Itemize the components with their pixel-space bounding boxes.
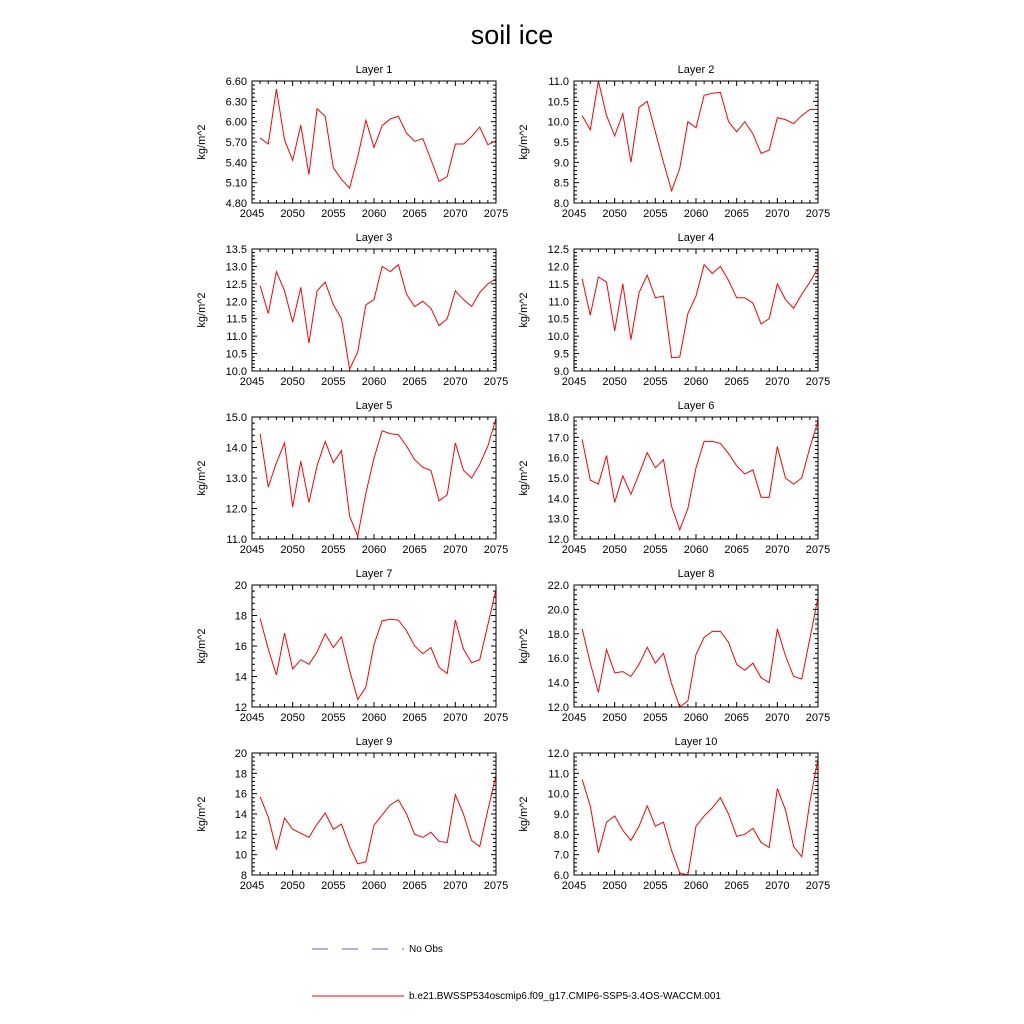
y-tick-label: 10.0 <box>547 116 569 129</box>
y-tick-label: 12.5 <box>547 244 569 256</box>
y-tick-label: 8.5 <box>553 177 569 190</box>
y-tick-label: 6.30 <box>225 96 247 109</box>
panel-3 <box>196 232 508 388</box>
x-tick-label: 2065 <box>402 544 427 556</box>
x-tick-label: 2050 <box>280 376 305 388</box>
y-tick-label: 18 <box>234 610 247 623</box>
x-tick-label: 2045 <box>239 208 265 220</box>
x-tick-label: 2060 <box>361 712 387 724</box>
x-tick-label: 2055 <box>643 712 668 724</box>
panel-10 <box>518 736 830 892</box>
y-tick-label: 12.5 <box>225 278 247 291</box>
x-tick-label: 2055 <box>321 544 346 556</box>
x-tick-label: 2055 <box>643 880 668 892</box>
y-tick-label: 20 <box>234 580 247 592</box>
x-tick-label: 2060 <box>683 544 709 556</box>
y-tick-label: 11.0 <box>548 76 569 88</box>
x-tick-label: 2060 <box>361 376 387 388</box>
plot-frame <box>574 81 818 203</box>
x-tick-label: 2060 <box>361 544 387 556</box>
y-tick-label: 13.0 <box>225 473 247 485</box>
x-tick-label: 2055 <box>643 544 668 556</box>
y-tick-label: 14 <box>234 809 247 821</box>
x-tick-label: 2045 <box>561 208 587 220</box>
y-tick-label: 9.5 <box>553 348 569 361</box>
y-tick-label: 10.5 <box>547 313 569 326</box>
y-tick-label: 12 <box>234 702 247 714</box>
y-tick-label: 15.0 <box>547 473 569 485</box>
y-tick-label: 9.0 <box>553 809 569 821</box>
y-tick-label: 14.0 <box>225 442 247 455</box>
x-tick-label: 2055 <box>643 376 668 388</box>
panel-2 <box>518 64 830 220</box>
x-tick-label: 2050 <box>602 376 627 388</box>
y-tick-label: 8.0 <box>553 198 569 210</box>
y-tick-label: 16 <box>234 641 247 653</box>
y-axis-label: kg/m^2 <box>518 796 530 832</box>
y-tick-label: 5.40 <box>225 157 247 170</box>
y-tick-label: 16.0 <box>547 653 569 666</box>
x-tick-label: 2065 <box>724 880 749 892</box>
y-tick-label: 12.0 <box>547 702 569 714</box>
y-axis-label: kg/m^2 <box>196 796 208 832</box>
legend-label-no-obs: No Obs <box>409 944 443 955</box>
x-tick-label: 2070 <box>765 376 790 388</box>
y-tick-label: 14.0 <box>547 493 569 506</box>
y-tick-label: 12.0 <box>547 748 569 760</box>
panel-title: Layer 8 <box>677 568 715 580</box>
series-line <box>260 265 496 370</box>
y-tick-label: 4.80 <box>225 198 247 210</box>
x-tick-label: 2075 <box>805 544 831 556</box>
x-tick-label: 2060 <box>683 376 709 388</box>
y-tick-label: 12.0 <box>547 261 569 274</box>
panel-9 <box>196 736 508 892</box>
x-tick-label: 2045 <box>239 712 265 724</box>
series-line <box>260 89 496 188</box>
plot-frame <box>574 585 818 707</box>
panel-5 <box>196 400 508 556</box>
x-tick-label: 2050 <box>602 880 627 892</box>
x-tick-label: 2055 <box>643 208 668 220</box>
panel-title: Layer 2 <box>677 64 715 76</box>
series-line <box>582 759 818 875</box>
series-line <box>582 597 818 707</box>
y-axis-label: kg/m^2 <box>196 460 208 496</box>
y-tick-label: 12.0 <box>547 534 569 546</box>
x-tick-label: 2075 <box>805 376 831 388</box>
y-tick-label: 6.60 <box>225 76 247 88</box>
y-tick-label: 7.0 <box>553 849 569 862</box>
y-tick-label: 9.0 <box>553 366 569 378</box>
series-line <box>260 775 496 863</box>
y-tick-label: 13.0 <box>547 513 569 526</box>
y-tick-label: 22.0 <box>547 580 569 592</box>
x-tick-label: 2055 <box>321 712 346 724</box>
x-tick-label: 2075 <box>483 880 509 892</box>
panel-6 <box>518 400 830 556</box>
y-tick-label: 6.00 <box>225 116 247 129</box>
legend-label-model-run: b.e21.BWSSP534oscmip6.f09_g17.CMIP6-SSP5-3.4OS-WACCM.001 <box>409 991 721 1002</box>
panel-title: Layer 5 <box>355 400 393 412</box>
plot-frame <box>252 249 496 371</box>
x-tick-label: 2065 <box>402 712 427 724</box>
x-tick-label: 2060 <box>361 880 387 892</box>
y-tick-label: 13.5 <box>225 244 247 256</box>
y-tick-label: 18.0 <box>547 412 569 424</box>
x-tick-label: 2070 <box>765 544 790 556</box>
x-tick-label: 2050 <box>280 880 305 892</box>
y-tick-label: 16 <box>234 788 247 801</box>
x-tick-label: 2060 <box>683 208 709 220</box>
y-tick-label: 20.0 <box>547 604 569 617</box>
y-axis-label: kg/m^2 <box>518 124 530 160</box>
x-tick-label: 2050 <box>280 544 305 556</box>
y-axis-label: kg/m^2 <box>196 292 208 328</box>
x-tick-label: 2075 <box>805 880 831 892</box>
x-tick-label: 2065 <box>724 544 749 556</box>
plot-frame <box>252 81 496 203</box>
x-tick-label: 2065 <box>402 376 427 388</box>
x-tick-label: 2045 <box>561 712 587 724</box>
y-tick-label: 5.10 <box>225 177 247 190</box>
x-tick-label: 2075 <box>483 208 509 220</box>
panel-7 <box>196 568 508 724</box>
y-tick-label: 18.0 <box>547 628 569 641</box>
x-tick-label: 2065 <box>724 712 749 724</box>
series-line <box>582 265 818 358</box>
panels <box>196 64 830 892</box>
y-tick-label: 10.5 <box>547 96 569 109</box>
x-tick-label: 2070 <box>443 208 468 220</box>
panel-title: Layer 3 <box>355 232 393 244</box>
y-tick-label: 16.0 <box>547 452 569 465</box>
y-tick-label: 11.0 <box>226 331 247 344</box>
plot-frame <box>574 249 818 371</box>
x-tick-label: 2070 <box>765 208 790 220</box>
y-axis-label: kg/m^2 <box>518 460 530 496</box>
panel-4 <box>518 232 830 388</box>
x-tick-label: 2070 <box>443 712 468 724</box>
series-line <box>260 419 496 536</box>
y-tick-label: 12.0 <box>225 296 247 309</box>
y-tick-label: 20 <box>234 748 247 760</box>
x-tick-label: 2065 <box>402 880 427 892</box>
x-tick-label: 2065 <box>724 376 749 388</box>
y-tick-label: 11.5 <box>548 278 569 291</box>
y-tick-label: 10.0 <box>547 331 569 344</box>
x-tick-label: 2045 <box>561 544 587 556</box>
x-tick-label: 2075 <box>805 712 831 724</box>
x-tick-label: 2055 <box>321 208 346 220</box>
panel-8 <box>518 568 830 724</box>
y-tick-label: 10 <box>234 849 247 862</box>
y-tick-label: 10.0 <box>225 366 247 378</box>
y-tick-label: 17.0 <box>547 432 569 445</box>
panel-title: Layer 10 <box>674 736 718 748</box>
plot-frame <box>252 753 496 875</box>
y-tick-label: 9.5 <box>553 137 569 149</box>
x-tick-label: 2065 <box>402 208 427 220</box>
x-tick-label: 2050 <box>280 208 305 220</box>
y-tick-label: 13.0 <box>225 261 247 274</box>
y-tick-label: 5.70 <box>225 137 247 149</box>
series-line <box>260 590 496 700</box>
x-tick-label: 2075 <box>805 208 831 220</box>
panel-title: Layer 6 <box>677 400 715 412</box>
panel-title: Layer 7 <box>355 568 393 580</box>
y-tick-label: 9.0 <box>553 157 569 170</box>
plot-frame <box>574 753 818 875</box>
panel-title: Layer 1 <box>355 64 393 76</box>
x-tick-label: 2075 <box>483 544 509 556</box>
y-axis-label: kg/m^2 <box>196 124 208 160</box>
y-tick-label: 15.0 <box>225 412 247 424</box>
y-tick-label: 10.5 <box>225 348 247 361</box>
y-tick-label: 6.0 <box>553 870 569 882</box>
x-tick-label: 2050 <box>602 208 627 220</box>
x-tick-label: 2070 <box>443 880 468 892</box>
x-tick-label: 2070 <box>443 376 468 388</box>
y-tick-label: 14.0 <box>547 677 569 690</box>
y-tick-label: 8 <box>240 870 247 882</box>
x-tick-label: 2050 <box>602 712 627 724</box>
x-tick-label: 2050 <box>280 712 305 724</box>
figure-title: soil ice <box>470 20 554 50</box>
panel-1 <box>196 64 508 220</box>
x-tick-label: 2045 <box>239 544 265 556</box>
x-tick-label: 2050 <box>602 544 627 556</box>
x-tick-label: 2055 <box>321 880 346 892</box>
x-tick-label: 2060 <box>683 712 709 724</box>
y-tick-label: 12.0 <box>225 503 247 516</box>
x-tick-label: 2075 <box>483 376 509 388</box>
panel-title: Layer 4 <box>677 232 715 244</box>
y-tick-label: 12 <box>234 829 247 842</box>
y-tick-label: 11.0 <box>548 296 569 309</box>
y-tick-label: 10.0 <box>547 788 569 801</box>
x-tick-label: 2045 <box>239 880 265 892</box>
x-tick-label: 2060 <box>361 208 387 220</box>
x-tick-label: 2070 <box>443 544 468 556</box>
panel-title: Layer 9 <box>355 736 393 748</box>
y-tick-label: 11.0 <box>548 768 569 781</box>
y-axis-label: kg/m^2 <box>518 628 530 664</box>
x-tick-label: 2065 <box>724 208 749 220</box>
x-tick-label: 2045 <box>561 880 587 892</box>
x-tick-label: 2045 <box>561 376 587 388</box>
x-tick-label: 2060 <box>683 880 709 892</box>
y-tick-label: 11.0 <box>226 534 247 546</box>
x-tick-label: 2070 <box>765 880 790 892</box>
legend <box>312 944 721 1002</box>
y-tick-label: 11.5 <box>226 313 247 326</box>
y-tick-label: 18 <box>234 768 247 781</box>
y-tick-label: 14 <box>234 671 247 684</box>
y-tick-label: 8.0 <box>553 829 569 842</box>
series-line <box>582 421 818 530</box>
y-axis-label: kg/m^2 <box>518 292 530 328</box>
x-tick-label: 2070 <box>765 712 790 724</box>
y-axis-label: kg/m^2 <box>196 628 208 664</box>
series-line <box>582 81 818 191</box>
x-tick-label: 2045 <box>239 376 265 388</box>
x-tick-label: 2075 <box>483 712 509 724</box>
x-tick-label: 2055 <box>321 376 346 388</box>
